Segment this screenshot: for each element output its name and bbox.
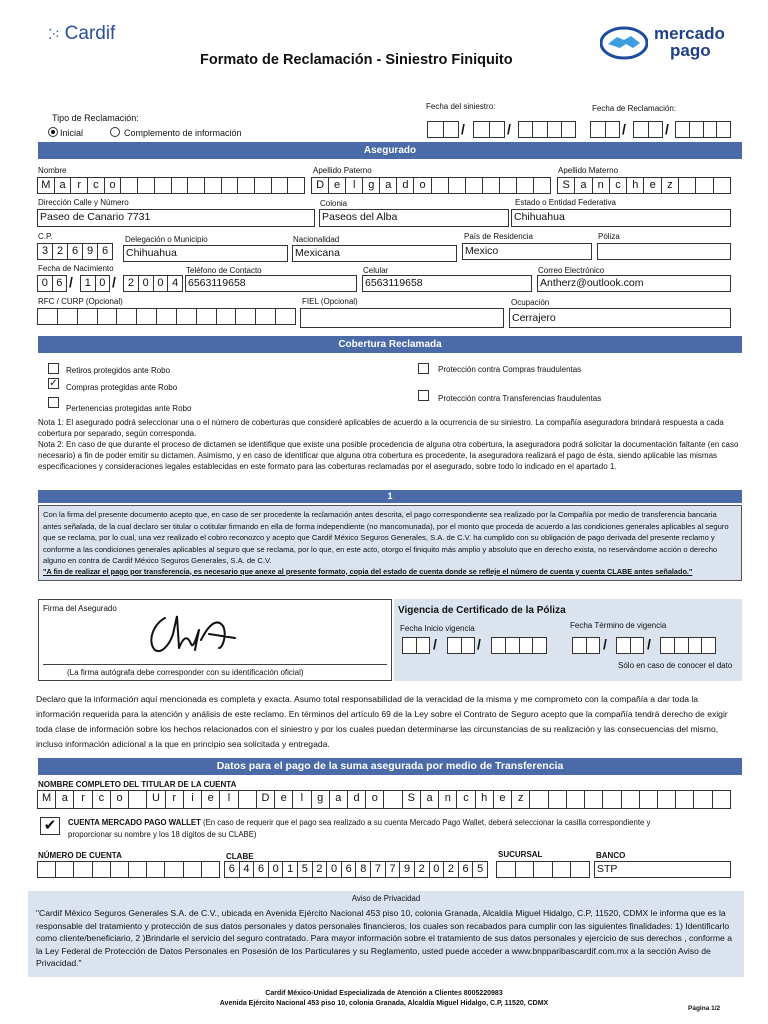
char-cell xyxy=(567,791,585,808)
char-cell: l xyxy=(293,791,311,808)
char-cell xyxy=(177,309,197,324)
char-cell: M xyxy=(38,178,55,193)
char-cell xyxy=(202,862,219,877)
char-cell: 6 xyxy=(459,862,474,877)
declaracion-text: Declaro que la información aquí mencionada es completa y exacta. Asumo total responsabilidad de la veracidad de la misma y me comprometo con la compañía a dar toda la información requerida para la atención y análisis de este reclamo. En términos del artículo 69 de la Ley sobre el Contrato de Seguro acepto que la compañía tendrá derecho de exigir toda clase de información sobre los hechos relacionados con el siniestro y por los cuales puedan determinarse las circunstancias de su realización y las consecuencias del mismo, incluso información adicional a la que en principio sea solicitada y entregada. xyxy=(36,694,728,749)
char-cell: 0 xyxy=(269,862,284,877)
sucursal-label: SUCURSAL xyxy=(498,850,543,859)
vigencia-inicio-label: Fecha Inicio vigencia xyxy=(400,624,475,633)
char-cell: M xyxy=(38,791,56,808)
radio-inicial-label: Inicial xyxy=(60,128,84,138)
delegacion-field[interactable]: Chihuahua xyxy=(123,245,288,262)
colonia-field[interactable]: Paseos del Alba xyxy=(319,209,509,227)
tipo-label: Tipo de Reclamación: xyxy=(52,113,139,123)
char-cell xyxy=(622,791,640,808)
char-cell: 7 xyxy=(386,862,401,877)
fiel-label: FIEL (Opcional) xyxy=(302,297,358,306)
char-cell xyxy=(137,309,157,324)
char-cell xyxy=(155,178,172,193)
char-cell: r xyxy=(166,791,184,808)
char-cell: e xyxy=(275,791,293,808)
char-cell: c xyxy=(88,178,105,193)
delegacion-label: Delegación o Municipio xyxy=(125,235,208,244)
char-cell: 3 xyxy=(38,244,53,259)
finiquito-nota: "A fin de realizar el pago por transferencia, es necesario que anexe al presente formato, copia del estado de cuenta donde se refleje el número de cuenta y cuenta CLABE antes señalado." xyxy=(43,566,693,576)
pago-word: pago xyxy=(670,41,711,60)
cob-compras-checkbox[interactable]: ✓ xyxy=(49,378,58,389)
cuenta-label: NÚMERO DE CUENTA xyxy=(38,851,122,860)
char-cell: r xyxy=(71,178,88,193)
firma-label: Firma del Asegurado xyxy=(43,604,117,613)
char-cell xyxy=(553,862,572,877)
signature-image xyxy=(143,608,243,658)
char-cell: 0 xyxy=(327,862,342,877)
cardif-dots-icon: ⁚⁖ xyxy=(48,25,59,42)
rfc-field[interactable] xyxy=(37,308,296,325)
char-cell xyxy=(466,178,483,193)
aviso-box xyxy=(28,891,744,977)
char-cell: 6 xyxy=(56,277,63,289)
char-cell: d xyxy=(397,178,414,193)
char-cell: 9 xyxy=(400,862,415,877)
section-pago: Datos para el pago de la suma asegurada por medio de Transferencia xyxy=(38,758,742,775)
char-cell: n xyxy=(593,178,610,193)
wallet-title: CUENTA MERCADO PAGO WALLET xyxy=(68,818,201,827)
titular-label: NOMBRE COMPLETO DEL TITULAR DE LA CUENTA xyxy=(38,780,237,789)
char-cell: 2 xyxy=(313,862,328,877)
pais-field[interactable]: Mexico xyxy=(462,243,592,260)
mercado-word: mercado xyxy=(654,24,725,43)
vigencia-title: Vigencia de Certificado de la Póliza xyxy=(398,605,566,616)
clabe-label: CLABE xyxy=(226,852,254,861)
ap-paterno-label: Apellido Paterno xyxy=(313,166,372,175)
char-cell: D xyxy=(312,178,329,193)
cp-field[interactable] xyxy=(37,243,113,260)
char-cell xyxy=(172,178,189,193)
char-cell xyxy=(121,178,138,193)
char-cell: c xyxy=(610,178,627,193)
char-cell: e xyxy=(494,791,512,808)
char-cell: 0 xyxy=(430,862,445,877)
cob-fraude-compras-checkbox[interactable] xyxy=(418,363,429,374)
char-cell xyxy=(184,862,202,877)
section-asegurado: Asegurado xyxy=(38,142,742,159)
char-cell: o xyxy=(414,178,431,193)
char-cell xyxy=(585,791,603,808)
char-cell xyxy=(165,862,183,877)
cob-compras-label: Compras protegidas ante Robo xyxy=(66,383,178,392)
char-cell xyxy=(217,309,237,324)
siniestro-anio[interactable] xyxy=(518,121,576,138)
vig-termino-mes[interactable] xyxy=(616,637,644,654)
ap-paterno-field[interactable] xyxy=(311,177,551,194)
char-cell xyxy=(483,178,500,193)
char-cell xyxy=(658,791,676,808)
char-cell: 2 xyxy=(415,862,430,877)
char-cell xyxy=(147,862,165,877)
char-cell xyxy=(255,178,272,193)
char-cell: z xyxy=(662,178,679,193)
nombre-field[interactable] xyxy=(37,177,305,194)
cuenta-field[interactable] xyxy=(37,861,220,878)
char-cell xyxy=(38,309,58,324)
char-cell xyxy=(117,309,137,324)
direccion-label: Dirección Calle y Número xyxy=(38,198,129,207)
char-cell: a xyxy=(56,791,74,808)
char-cell xyxy=(197,309,217,324)
char-cell xyxy=(571,862,589,877)
char-cell xyxy=(530,791,548,808)
rfc-label: RFC / CURP (Opcional) xyxy=(38,297,123,306)
page-number: Página 1/2 xyxy=(688,1005,721,1012)
char-cell xyxy=(78,309,98,324)
char-cell: o xyxy=(111,791,129,808)
char-cell xyxy=(714,178,730,193)
nota-1: Nota 1: El asegurado podrá seleccionar una o el número de coberturas que consideré aplicables de acuerdo a la ocurrencia de su siniestro. La compañía aseguradora brindará respuesta a cada cobertura por separado, según corresponda. xyxy=(38,418,724,438)
char-cell: h xyxy=(627,178,644,193)
section-1: 1 xyxy=(38,490,742,503)
char-cell: i xyxy=(184,791,202,808)
char-cell: a xyxy=(380,178,397,193)
char-cell xyxy=(56,862,74,877)
email-label: Correo Electrónico xyxy=(538,266,605,275)
firma-nota: (La firma autógrafa debe corresponder con su identificación oficial) xyxy=(67,668,304,677)
fnac-dia[interactable] xyxy=(37,275,67,292)
footer-line-1: Cardif México-Unidad Especializada de Atención a Clientes 8005220983 xyxy=(265,990,503,997)
siniestro-mes[interactable] xyxy=(473,121,505,138)
char-cell: 1 xyxy=(283,862,298,877)
char-cell: 7 xyxy=(371,862,386,877)
banco-field[interactable]: STP xyxy=(594,861,731,878)
char-cell xyxy=(74,862,92,877)
radio-inicial[interactable] xyxy=(48,127,58,137)
char-cell: 5 xyxy=(298,862,313,877)
wallet-checkbox[interactable]: ✔ xyxy=(40,817,60,835)
estado-label: Estado o Entidad Federativa xyxy=(515,198,616,207)
char-cell: c xyxy=(93,791,111,808)
vig-termino-dia[interactable] xyxy=(572,637,600,654)
cardif-logo: ⁚⁖ Cardif xyxy=(48,23,116,44)
char-cell xyxy=(58,309,78,324)
char-cell: g xyxy=(312,791,330,808)
char-cell: o xyxy=(366,791,384,808)
char-cell: S xyxy=(403,791,421,808)
char-cell xyxy=(497,862,516,877)
char-cell: 5 xyxy=(477,863,484,875)
char-cell: 8 xyxy=(356,862,371,877)
reclamacion-dia[interactable] xyxy=(590,121,620,138)
vig-inicio-anio[interactable] xyxy=(491,637,547,654)
cob-retiros-label: Retiros protegidos ante Robo xyxy=(66,366,171,375)
char-cell: 1 xyxy=(81,276,96,291)
char-cell xyxy=(288,178,304,193)
char-cell: 4 xyxy=(172,277,179,289)
char-cell xyxy=(38,862,56,877)
fnac-anio[interactable] xyxy=(123,275,183,292)
firma-line xyxy=(43,664,387,665)
char-cell xyxy=(603,791,621,808)
mercadopago-logo xyxy=(600,24,740,64)
finiquito-box xyxy=(38,505,742,581)
char-cell xyxy=(694,791,712,808)
char-cell xyxy=(432,178,449,193)
sucursal-field[interactable] xyxy=(496,861,590,878)
radio-complemento[interactable] xyxy=(110,127,120,137)
char-cell xyxy=(679,178,696,193)
wallet-desc: (En caso de requerir que el pago sea realizado a su cuenta Mercado Pago Wallet, deberá seleccionar la casilla correspondiente y proporcionar su nombre y los 18 dígitos de su CLABE) xyxy=(68,818,651,839)
nacionalidad-label: Nacionalidad xyxy=(293,235,340,244)
char-cell: 2 xyxy=(53,244,68,259)
wallet-text xyxy=(68,817,668,841)
char-cell xyxy=(517,178,534,193)
cp-label: C.P. xyxy=(38,232,53,241)
char-cell xyxy=(640,791,658,808)
char-cell xyxy=(534,862,553,877)
char-cell: 6 xyxy=(254,862,269,877)
fecha-siniestro-label: Fecha del siniestro: xyxy=(426,102,496,111)
char-cell: c xyxy=(457,791,475,808)
char-cell xyxy=(98,309,118,324)
vig-termino-anio[interactable] xyxy=(660,637,716,654)
cob-fraude-transf-checkbox[interactable] xyxy=(418,390,429,401)
char-cell: 0 xyxy=(154,276,169,291)
finiquito-text: Con la firma del presente documento acepto que, en caso de ser procedente la reclamación antes descrita, el pago correspondiente sea realizado por la Compañía por medio de transferencia bancaria antes señalada, de la cual declaro ser titular o cotitular firmando en ella de forma independiente (no mancomunada), por el monto que proceda de acuerdo a las condiciones generales aplicables al seguro que se reclama, por lo cual, una vez realizado el cobro reconozco y acepto que Cardif México Seguros Generales, S.A. de C.V. ha cumplido con su obligación de pago derivada del presente reclamo y conforme a las condiciones generales aplicables al seguro que se reclama, por lo que, en este acto, otorgo el finiquito más amplio y absoluto que en derecho exista, no reservándome acción o derecho alguno en contra de Cardif México Seguros Generales, S.A. de C.V. xyxy=(43,510,729,565)
char-cell xyxy=(549,791,567,808)
char-cell: 9 xyxy=(83,244,98,259)
char-cell xyxy=(239,791,257,808)
char-cell xyxy=(205,178,222,193)
char-cell: e xyxy=(329,178,346,193)
aviso-title: Aviso de Privacidad xyxy=(351,894,421,903)
fiel-field[interactable] xyxy=(300,308,504,328)
char-cell: S xyxy=(558,178,575,193)
char-cell: h xyxy=(476,791,494,808)
firma-box[interactable] xyxy=(38,599,392,681)
cob-fraude-compras-label: Protección contra Compras fraudulentas xyxy=(438,365,582,374)
titular-field[interactable] xyxy=(37,790,731,809)
ap-materno-field[interactable] xyxy=(557,177,731,194)
nacionalidad-field[interactable]: Mexicana xyxy=(292,245,457,262)
vigencia-termino-label: Fecha Término de vigencia xyxy=(570,621,667,630)
reclamacion-anio[interactable] xyxy=(675,121,731,138)
char-cell: 6 xyxy=(68,244,83,259)
vig-inicio-mes[interactable] xyxy=(447,637,475,654)
char-cell: 0 xyxy=(99,277,106,289)
poliza-label: Póliza xyxy=(598,232,620,241)
vig-inicio-dia[interactable] xyxy=(402,637,430,654)
email-field[interactable]: Antherz@outlook.com xyxy=(537,275,731,292)
char-cell xyxy=(157,309,177,324)
char-cell xyxy=(236,309,256,324)
char-cell: 2 xyxy=(444,862,459,877)
ocupacion-field[interactable]: Cerrajero xyxy=(509,308,731,328)
fecha-reclamacion-label: Fecha de Reclamación: xyxy=(592,104,677,113)
pais-label: País de Residencia xyxy=(464,232,533,241)
char-cell xyxy=(676,791,694,808)
char-cell: r xyxy=(74,791,92,808)
char-cell: a xyxy=(575,178,592,193)
char-cell: a xyxy=(421,791,439,808)
char-cell xyxy=(129,862,147,877)
char-cell: D xyxy=(257,791,275,808)
char-cell: U xyxy=(147,791,165,808)
char-cell: o xyxy=(105,178,122,193)
char-cell: 2 xyxy=(124,276,139,291)
char-cell xyxy=(713,791,730,808)
colonia-label: Colonia xyxy=(320,199,348,208)
char-cell: 6 xyxy=(225,862,240,877)
char-cell: n xyxy=(439,791,457,808)
char-cell xyxy=(188,178,205,193)
char-cell xyxy=(276,309,295,324)
reclamacion-mes[interactable] xyxy=(633,121,663,138)
char-cell xyxy=(129,791,147,808)
char-cell xyxy=(500,178,517,193)
char-cell xyxy=(534,178,550,193)
cob-pertenencias-label: Pertenencias protegidas ante Robo xyxy=(66,404,192,413)
char-cell: 0 xyxy=(38,276,53,291)
char-cell: z xyxy=(512,791,530,808)
form-title: Formato de Reclamación - Siniestro Finiquito xyxy=(200,52,513,68)
char-cell xyxy=(516,862,535,877)
char-cell xyxy=(238,178,255,193)
banco-label: BANCO xyxy=(596,851,626,860)
char-cell xyxy=(93,862,111,877)
cob-retiros-checkbox[interactable] xyxy=(48,363,59,374)
section-cobertura: Cobertura Reclamada xyxy=(38,336,742,353)
char-cell xyxy=(696,178,713,193)
char-cell: e xyxy=(644,178,661,193)
clabe-field[interactable] xyxy=(224,861,488,878)
aviso-text: "Cardif México Seguros Generales S.A. de C.V., ubicada en Avenida Ejército Nacional 453 piso 10, colonia Granada, Alcaldía Miguel Hidalgo, C.P, 11520, CDMX le informa que es la responsable del tratamiento y protección de sus datos personales y datos personales financieros, los cuales son recabados para cumplir con las siguientes finalidades: 1) Identificarlo como cliente/beneficiario, 2 )Brindarle el servicio del seguro contratado. Para mayor información sobre el tratamiento de sus datos personales y ejercicio de sus derechos , conforme a la Ley Federal de Protección de Datos Personales en Posesión de los Particulares y su Reglamento, usted puede acceder a www.bnpparibascardif.com.mx a la sección Aviso de Privacidad." xyxy=(36,908,732,969)
direccion-field[interactable]: Paseo de Canario 7731 xyxy=(37,209,315,227)
siniestro-dia[interactable] xyxy=(427,121,459,138)
handshake-icon xyxy=(600,26,648,60)
fnac-label: Fecha de Nacimiento xyxy=(38,264,114,273)
nombre-label: Nombre xyxy=(38,166,67,175)
telefono-label: Teléfono de Contacto xyxy=(186,266,262,275)
char-cell: 0 xyxy=(139,276,154,291)
char-cell: l xyxy=(220,791,238,808)
char-cell: a xyxy=(330,791,348,808)
radio-complemento-label: Complemento de información xyxy=(124,128,242,138)
ap-materno-label: Apellido Materno xyxy=(558,166,619,175)
char-cell xyxy=(449,178,466,193)
char-cell xyxy=(256,309,276,324)
fnac-mes[interactable] xyxy=(80,275,110,292)
char-cell: a xyxy=(55,178,72,193)
celular-field[interactable]: 6563119658 xyxy=(362,275,532,292)
telefono-field[interactable]: 6563119658 xyxy=(185,275,357,292)
char-cell xyxy=(222,178,239,193)
char-cell xyxy=(138,178,155,193)
footer-line-2: Avenida Ejército Nacional 453 piso 10, colonia Granada, Alcaldía Miguel Hidalgo, C.P, 11520, CDMX xyxy=(219,1000,549,1007)
estado-field[interactable]: Chihuahua xyxy=(511,209,731,227)
char-cell xyxy=(111,862,129,877)
cob-fraude-transf-label: Protección contra Transferencias fraudulentas xyxy=(438,394,602,403)
char-cell: l xyxy=(346,178,363,193)
ocupacion-label: Ocupación xyxy=(511,298,550,307)
char-cell: d xyxy=(348,791,366,808)
char-cell: 6 xyxy=(101,245,109,257)
char-cell: 4 xyxy=(240,862,255,877)
cob-pertenencias-checkbox[interactable] xyxy=(48,397,59,408)
char-cell: 6 xyxy=(342,862,357,877)
nota-2: Nota 2: En caso de que durante el proceso de dictamen se identifique que existe una posible procedencia de alguna otra cobertura, la aseguradora podrá solicitar la documentación faltante (en caso necesario) a fin de poder emitir su dictamen. Asimismo, y en caso de identificar que alguna otra cobertura es procedente, la aseguradora realizará el pago de ésta, siendo aplicable las mismas especificaciones y consideraciones legales establecidas en este formato para las coberturas reclamadas por el asegurado, sobre todo lo indicado en el apartado 1. xyxy=(38,440,739,471)
char-cell xyxy=(272,178,289,193)
celular-label: Celular xyxy=(363,266,389,275)
char-cell xyxy=(384,791,402,808)
vigencia-nota: Sólo en caso de conocer el dato xyxy=(618,661,733,670)
char-cell: e xyxy=(202,791,220,808)
char-cell: g xyxy=(363,178,380,193)
poliza-field[interactable] xyxy=(597,243,731,260)
